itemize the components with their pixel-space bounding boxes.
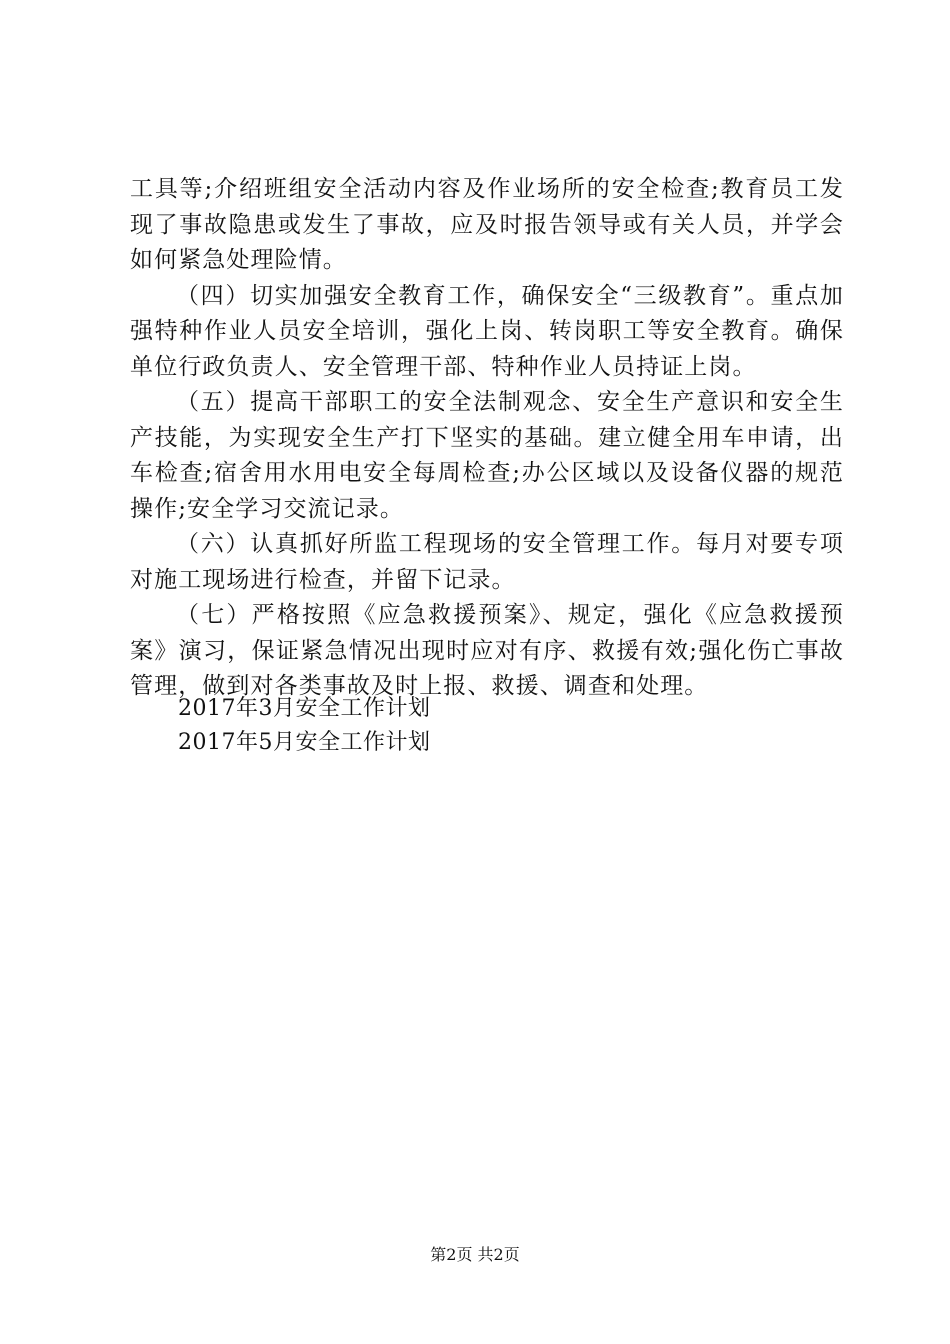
related-link-may-plan[interactable]: 2017年5月安全工作计划 [178, 730, 431, 755]
paragraph-7: （七）严格按照《应急救援预案》、规定，强化《应急救援预案》演习，保证紧急情况出现时应对有序、救援有效;强化伤亡事故管理，做到对各类事故及时上报、救援、调查和处理。 [130, 602, 844, 699]
related-link-march-plan[interactable]: 2017年3月安全工作计划 [178, 696, 431, 721]
paragraph-1: 工具等;介绍班组安全活动内容及作业场所的安全检查;教育员工发现了事故隐患或发生了事故，应及时报告领导或有关人员，并学会如何紧急处理险情。 [130, 176, 844, 273]
paragraph-6: （六）认真抓好所监工程现场的安全管理工作。每月对要专项对施工现场进行检查，并留下记录。 [130, 531, 844, 593]
related-links [178, 692, 778, 760]
paragraph-5: （五）提高干部职工的安全法制观念、安全生产意识和安全生产技能，为实现安全生产打下坚实的基础。建立健全用车申请，出车检查;宿舍用水用电安全每周检查;办公区域以及设备仪器的规范操作;安全学习交流记录。 [130, 389, 844, 522]
page-footer: 第2页 共2页 [430, 1245, 520, 1264]
document-body [130, 172, 844, 705]
paragraph-4: （四）切实加强安全教育工作，确保安全“三级教育”。重点加强特种作业人员安全培训，强化上岗、转岗职工等安全教育。确保单位行政负责人、安全管理干部、特种作业人员持证上岗。 [130, 282, 844, 380]
